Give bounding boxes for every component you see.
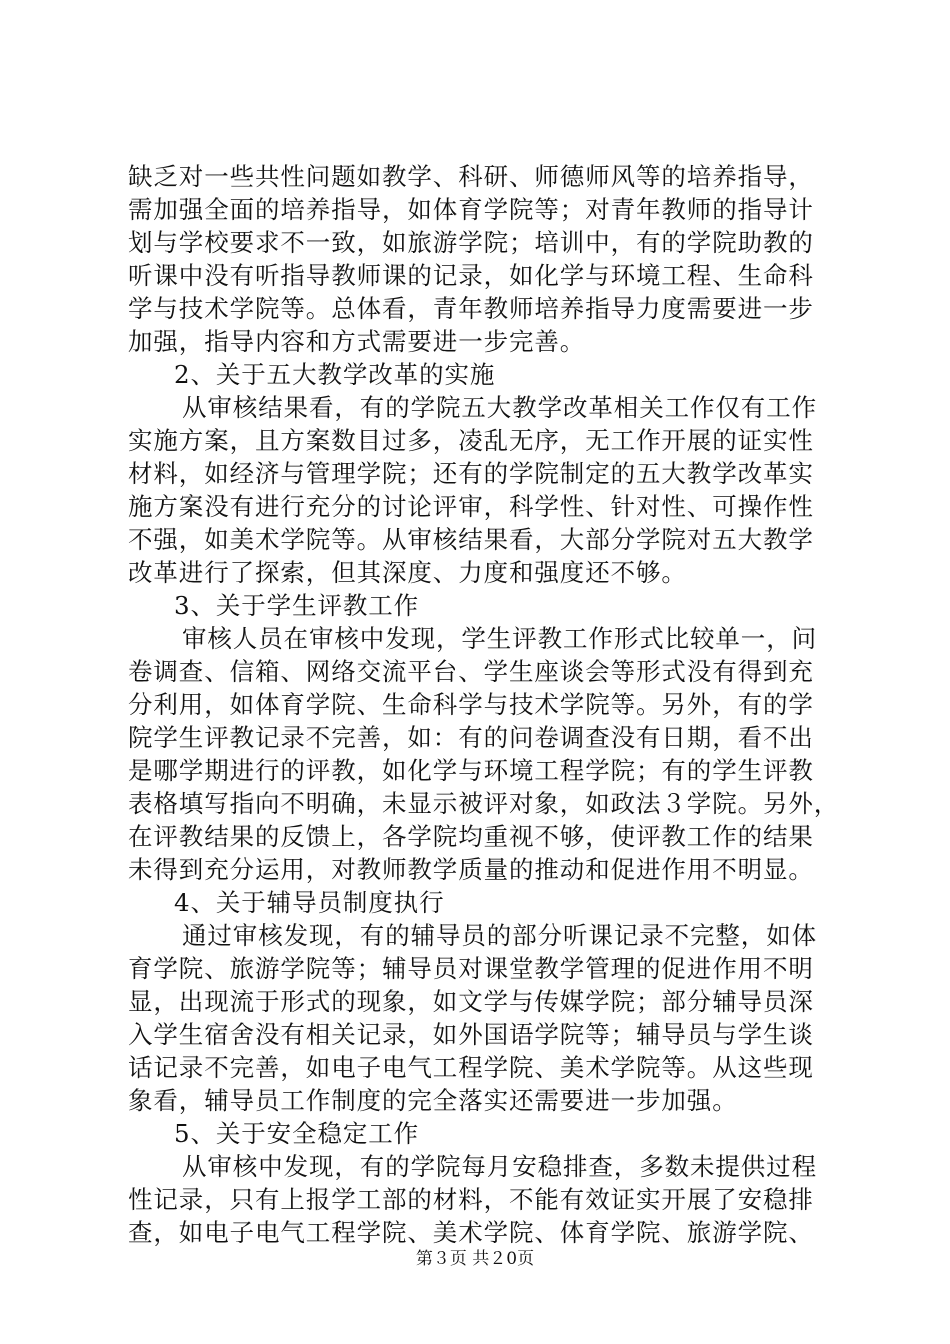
paragraph-line: 缺乏对一些共性问题如教学、科研、师德师风等的培养指导， xyxy=(128,162,814,191)
paragraph-line: 入学生宿舍没有相关记录，如外国语学院等；辅导员与学生谈 xyxy=(128,1020,814,1049)
paragraph-line: 通过审核发现，有的辅导员的部分听课记录不完整，如体 xyxy=(182,921,817,950)
paragraph-line: 从审核结果看，有的学院五大教学改革相关工作仅有工作 xyxy=(182,393,817,422)
paragraph-line: 审核人员在审核中发现，学生评教工作形式比较单一，问 xyxy=(182,624,817,653)
paragraph-line: 学与技术学院等。总体看，青年教师培养指导力度需要进一步 xyxy=(128,294,814,323)
paragraph-line: 在评教结果的反馈上，各学院均重视不够，使评教工作的结果 xyxy=(128,822,814,851)
paragraph-line: 院学生评教记录不完善，如：有的问卷调查没有日期，看不出 xyxy=(128,723,814,752)
paragraph-line: 未得到充分运用，对教师教学质量的推动和促进作用不明显。 xyxy=(128,855,814,884)
paragraph-line: 需加强全面的培养指导，如体育学院等；对青年教师的指导计 xyxy=(128,195,814,224)
page-number-footer: 第３页 共２0页 xyxy=(415,1249,535,1269)
paragraph-line: 查，如电子电气工程学院、美术学院、体育学院、旅游学院、 xyxy=(128,1218,814,1247)
paragraph-line: 加强，指导内容和方式需要进一步完善。 xyxy=(128,327,586,356)
paragraph-line: 改革进行了探索，但其深度、力度和强度还不够。 xyxy=(128,558,687,587)
document-body xyxy=(128,160,844,1249)
section-heading: 5、关于安全稳定工作 xyxy=(174,1119,420,1148)
paragraph-line: 分利用，如体育学院、生命科学与技术学院等。另外，有的学 xyxy=(128,690,814,719)
paragraph-line: 显，出现流于形式的现象，如文学与传媒学院；部分辅导员深 xyxy=(128,987,814,1016)
paragraph-line: 材料，如经济与管理学院；还有的学院制定的五大教学改革实 xyxy=(128,459,814,488)
paragraph-line: 从审核中发现，有的学院每月安稳排查，多数未提供过程 xyxy=(182,1152,817,1181)
paragraph-line: 实施方案，且方案数目过多，凌乱无序，无工作开展的证实性 xyxy=(128,426,814,455)
paragraph-line: 象看，辅导员工作制度的完全落实还需要进一步加强。 xyxy=(128,1086,738,1115)
paragraph-line: 话记录不完善，如电子电气工程学院、美术学院等。从这些现 xyxy=(128,1053,814,1082)
section-heading: 3、关于学生评教工作 xyxy=(174,591,420,620)
paragraph-line: 是哪学期进行的评教，如化学与环境工程学院；有的学生评教 xyxy=(128,756,814,785)
section-heading: 2、关于五大教学改革的实施 xyxy=(174,360,496,389)
paragraph-line: 不强，如美术学院等。从审核结果看，大部分学院对五大教学 xyxy=(128,525,814,554)
paragraph-line: 性记录，只有上报学工部的材料，不能有效证实开展了安稳排 xyxy=(128,1185,814,1214)
section-heading: 4、关于辅导员制度执行 xyxy=(174,888,445,917)
paragraph-line: 听课中没有听指导教师课的记录，如化学与环境工程、生命科 xyxy=(128,261,814,290)
paragraph-line: 表格填写指向不明确，未显示被评对象，如政法３学院。另外， xyxy=(128,789,840,818)
paragraph-line: 施方案没有进行充分的讨论评审，科学性、针对性、可操作性 xyxy=(128,492,814,521)
paragraph-line: 卷调查、信箱、网络交流平台、学生座谈会等形式没有得到充 xyxy=(128,657,814,686)
paragraph-line: 育学院、旅游学院等；辅导员对课堂教学管理的促进作用不明 xyxy=(128,954,814,983)
paragraph-line: 划与学校要求不一致，如旅游学院；培训中，有的学院助教的 xyxy=(128,228,814,257)
